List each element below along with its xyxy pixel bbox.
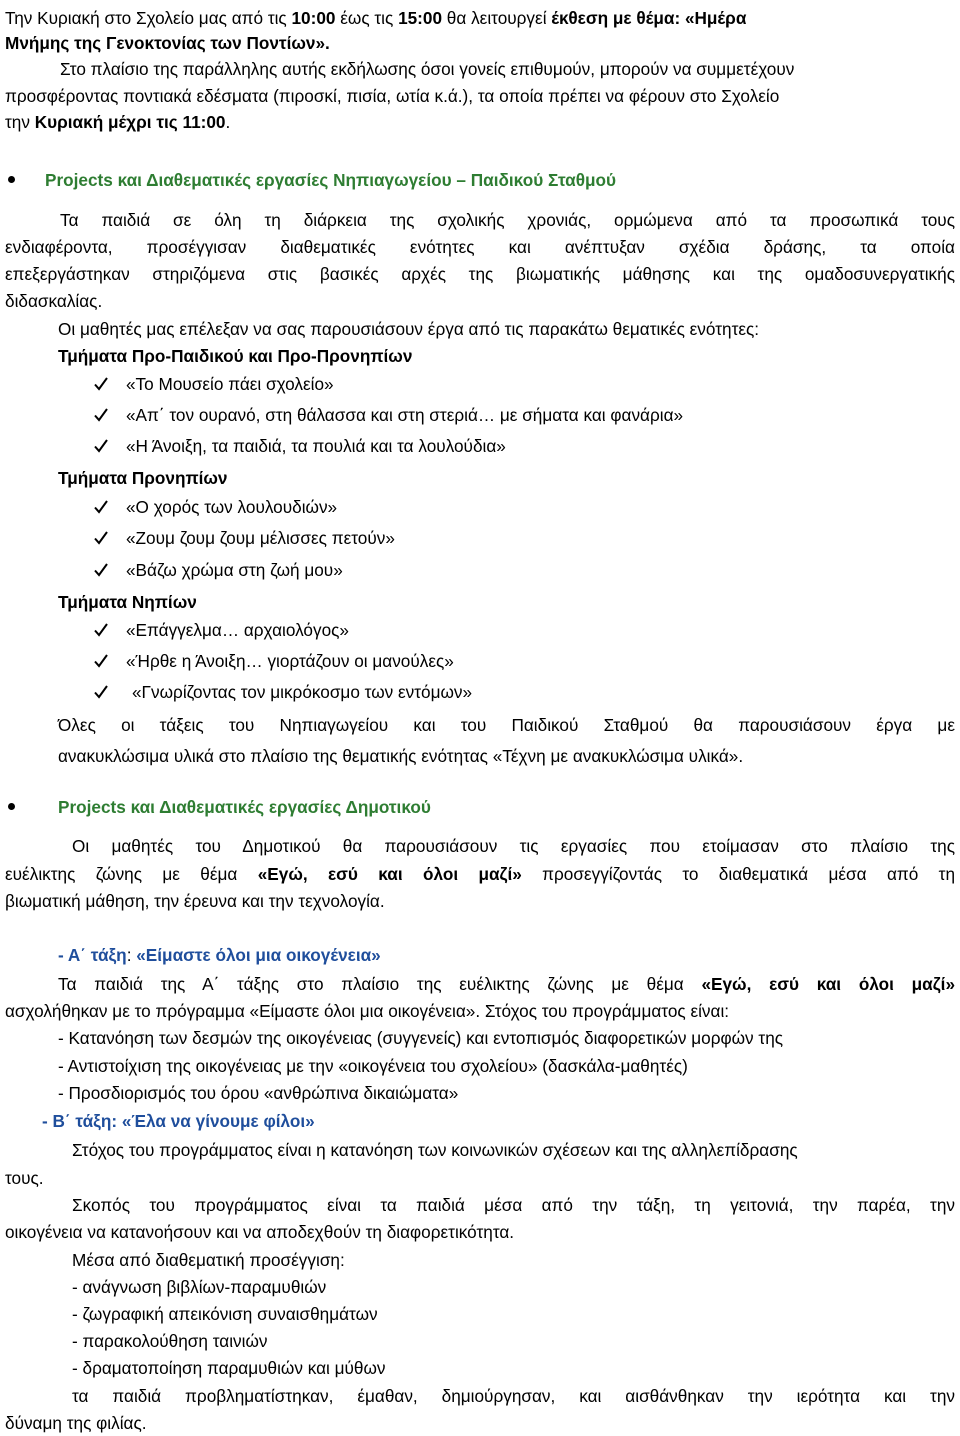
list-item: «Απ΄ τον ουρανό, στη θάλασσα και στη στεριά… με σήματα και φανάρια» <box>126 405 684 425</box>
primary-heading: Projects και Διαθεματικές εργασίες Δημοτικού <box>58 797 431 817</box>
class-a-goal: - Αντιστοίχιση της οικογένειας με την «οικογένεια του σχολείου» (δασκάλα-μαθητές) <box>58 1056 688 1076</box>
group-title: Τμήματα Προ-Παιδικού και Προ-Προνηπίων <box>58 346 413 366</box>
checkmark-icon <box>93 622 109 638</box>
kindergarten-heading: Projects και Διαθεματικές εργασίες Νηπιαγωγείου – Παιδικού Σταθμού <box>45 170 617 190</box>
list-item: «Ο χορός των λουλουδιών» <box>126 497 338 517</box>
class-a-goal: - Κατανόηση των δεσμών της οικογένειας (συγγενείς) και εντοπισμός διαφορετικών μορφών της <box>58 1028 784 1048</box>
checkmark-icon <box>93 407 109 423</box>
kg-para1-line-3: επεξεργάστηκαν στηριζόμενα στις βασικές αρχές της βιωματικής μάθησης και της ομαδοσυνεργατικής <box>5 264 955 284</box>
class-b-line-1: Στόχος του προγράμματος είναι η κατανόηση των κοινωνικών σχέσεων και της αλληλεπίδρασης <box>72 1140 798 1160</box>
list-item: «Επάγγελμα… αρχαιολόγος» <box>126 620 349 640</box>
class-b-line-2: τους. <box>5 1168 44 1188</box>
class-b-line-3: Σκοπός του προγράμματος είναι τα παιδιά μέσα από την τάξη, τη γειτονιά, την παρέα, την <box>72 1195 955 1215</box>
kg-para2: Οι μαθητές μας επέλεξαν να σας παρουσιάσουν έργα από τις παρακάτω θεματικές ενότητες: <box>58 319 760 339</box>
pr-para1-line-3: βιωματική μάθηση, την έρευνα και την τεχνολογία. <box>5 891 385 911</box>
class-a-goal: - Προσδιορισμός του όρου «ανθρώπινα δικαιώματα» <box>58 1083 459 1103</box>
list-item: «Ήρθε η Άνοιξη… γιορτάζουν οι μανούλες» <box>126 651 454 671</box>
bullet-icon <box>8 176 15 183</box>
checkmark-icon <box>93 438 109 454</box>
kg-para1-line-2: ενδιαφέροντα, προσέγγισαν διαθεματικές ενότητες και ανέπτυξαν σχέδια δράσης, τα οποία <box>5 237 955 257</box>
class-b-method: - ανάγνωση βιβλίων-παραμυθιών <box>72 1277 327 1297</box>
class-b-line-6: τα παιδιά προβληματίστηκαν, έμαθαν, δημιούργησαν, και αισθάνθηκαν την ιερότητα και την <box>72 1386 955 1406</box>
checkmark-icon <box>93 499 109 515</box>
class-b-method: - ζωγραφική απεικόνιση συναισθημάτων <box>72 1304 378 1324</box>
pr-para1-line-1: Οι μαθητές του Δημοτικού θα παρουσιάσουν τις εργασίες που ετοίμασαν στο πλαίσιο της <box>72 836 955 856</box>
group-title: Τμήματα Νηπίων <box>58 592 197 612</box>
class-b-method: - παρακολούθηση ταινιών <box>72 1331 268 1351</box>
class-b-line-5: Μέσα από διαθεματική προσέγγιση: <box>72 1250 345 1270</box>
list-item: «Γνωρίζοντας τον μικρόκοσμο των εντόμων» <box>132 682 473 702</box>
list-item: «Το Μουσείο πάει σχολείο» <box>126 374 334 394</box>
checkmark-icon <box>93 562 109 578</box>
checkmark-icon <box>93 653 109 669</box>
class-a-line-1: Τα παιδιά της Α΄ τάξης στο πλαίσιο της ευέλικτης ζώνης με θέμα «Εγώ, εσύ και όλοι μαζί» <box>58 974 955 994</box>
kg-para1-line-1: Τα παιδιά σε όλη τη διάρκεια της σχολικής χρονιάς, ορμώμενα από τα προσωπικά τους <box>60 210 955 230</box>
intro-line-1: Την Κυριακή στο Σχολείο μας από τις 10:00 έως τις 15:00 θα λειτουργεί έκθεση με θέμα: «Ημέρα <box>5 8 747 28</box>
class-a-line-2: ασχολήθηκαν με το πρόγραμμα «Είμαστε όλοι μια οικογένεια». Στόχος του προγράμματος είναι: <box>5 1001 730 1021</box>
kg-para1-line-4: διδασκαλίας. <box>5 291 103 311</box>
intro-line-2: Μνήμης της Γενοκτονίας των Ποντίων». <box>5 33 330 53</box>
class-b-line-4: οικογένεια να κατανοήσουν και να αποδεχθούν τη διαφορετικότητα. <box>5 1222 515 1242</box>
class-b-line-7: δύναμη της φιλίας. <box>5 1413 147 1433</box>
list-item: «Ζουμ ζουμ ζουμ μέλισσες πετούν» <box>126 528 395 548</box>
checkmark-icon <box>93 376 109 392</box>
class-a-title: - Α΄ τάξη: «Είμαστε όλοι μια οικογένεια» <box>58 945 381 965</box>
pr-para1-line-2: ευέλικτης ζώνης με θέμα «Εγώ, εσύ και όλοι μαζί» προσεγγίζοντάς το διαθεματικά μέσα από τη <box>5 864 956 884</box>
class-b-method: - δραματοποίηση παραμυθιών και μύθων <box>72 1358 386 1378</box>
checkmark-icon <box>93 684 109 700</box>
intro-line-3: Στο πλαίσιο της παράλληλης αυτής εκδήλωσης όσοι γονείς επιθυμούν, μπορούν να συμμετέχουν <box>60 59 795 79</box>
kg-para3-line-1: Όλες οι τάξεις του Νηπιαγωγείου και του Παιδικού Σταθμού θα παρουσιάσουν έργα με <box>58 715 955 735</box>
list-item: «Βάζω χρώμα στη ζωή μου» <box>126 560 343 580</box>
list-item: «Η Άνοιξη, τα παιδιά, τα πουλιά και τα λουλούδια» <box>126 436 506 456</box>
checkmark-icon <box>93 530 109 546</box>
intro-line-5: την Κυριακή μέχρι τις 11:00. <box>5 112 231 132</box>
intro-line-4: προσφέροντας ποντιακά εδέσματα (πιροσκί, πισία, ωτία κ.ά.), τα οποία πρέπει να φέρουν στο Σχολείο <box>5 86 780 106</box>
group-title: Τμήματα Προνηπίων <box>58 468 228 488</box>
class-b-title: - Β΄ τάξη: «Έλα να γίνουμε φίλοι» <box>42 1111 315 1131</box>
bullet-icon <box>8 803 15 810</box>
kg-para3-line-2: ανακυκλώσιμα υλικά στο πλαίσιο της θεματικής ενότητας «Τέχνη με ανακυκλώσιμα υλικά». <box>58 746 744 766</box>
